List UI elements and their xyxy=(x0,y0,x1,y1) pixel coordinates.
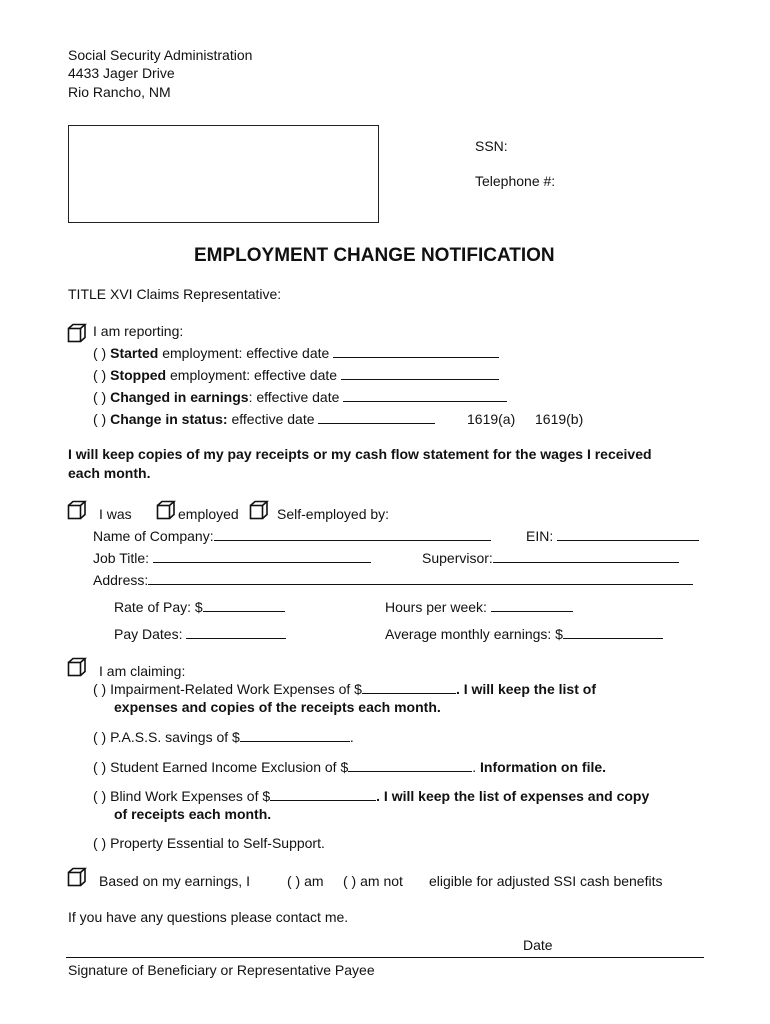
status-1619b[interactable]: 1619(b) xyxy=(535,411,584,427)
checkbox-self-employed-icon[interactable] xyxy=(249,500,269,520)
bwe-line2: of receipts each month. xyxy=(114,806,272,822)
date-label: Date xyxy=(523,937,553,953)
eligibility-intro: Based on my earnings, I xyxy=(99,873,250,889)
ein-row: EIN: xyxy=(526,528,699,545)
agency-city: Rio Rancho, NM xyxy=(68,84,171,100)
checkbox-eligibility-icon[interactable] xyxy=(67,867,87,887)
contact-line: If you have any questions please contact me. xyxy=(68,909,349,925)
eligibility-am[interactable]: ( ) am xyxy=(287,873,324,889)
bwe-amount-field[interactable] xyxy=(270,788,376,801)
agency-street: 4433 Jager Drive xyxy=(68,65,175,81)
company-row: Name of Company: xyxy=(93,528,491,545)
seie-amount-field[interactable] xyxy=(348,759,472,772)
hours-row: Hours per week: xyxy=(385,599,573,616)
checkbox-claiming-icon[interactable] xyxy=(67,657,87,677)
irwe-line2: expenses and copies of the receipts each month. xyxy=(114,699,441,715)
pay-dates-row: Pay Dates: xyxy=(114,626,286,643)
reporting-intro: I am reporting: xyxy=(93,323,184,339)
ssn-label: SSN: xyxy=(475,138,508,154)
status-1619a[interactable]: 1619(a) xyxy=(467,411,516,427)
option-irwe[interactable]: ( ) Impairment-Related Work Expenses of $ . I will keep the list of xyxy=(93,681,596,697)
option-changed[interactable]: ( ) Changed in earnings: effective date xyxy=(93,389,507,406)
pay-dates-field[interactable] xyxy=(186,626,286,639)
eligibility-am-not[interactable]: ( ) am not xyxy=(343,873,403,889)
option-pess[interactable]: ( ) Property Essential to Self-Support. xyxy=(93,835,325,851)
status-date-field[interactable] xyxy=(318,411,435,424)
rate-field[interactable] xyxy=(203,599,285,612)
option-pass[interactable]: ( ) P.A.S.S. savings of $ . xyxy=(93,729,354,745)
self-employed-label: Self-employed by: xyxy=(277,506,390,522)
ein-field[interactable] xyxy=(557,528,699,541)
page-title: EMPLOYMENT CHANGE NOTIFICATION xyxy=(194,245,555,266)
checkbox-i-was-icon[interactable] xyxy=(67,500,87,520)
job-title-field[interactable] xyxy=(153,550,371,563)
telephone-label: Telephone #: xyxy=(475,173,556,189)
rate-row: Rate of Pay: $ xyxy=(114,599,285,616)
recipient-line: TITLE XVI Claims Representative: xyxy=(68,286,282,302)
avg-earnings-field[interactable] xyxy=(563,626,663,639)
i-was-label: I was xyxy=(99,506,132,522)
changed-date-field[interactable] xyxy=(343,389,507,402)
company-field[interactable] xyxy=(214,528,491,541)
option-bwe[interactable]: ( ) Blind Work Expenses of $ . I will keep the list of expenses and copy xyxy=(93,788,650,804)
avg-earnings-row: Average monthly earnings: $ xyxy=(385,626,663,643)
option-started[interactable]: ( ) Started employment: effective date xyxy=(93,345,499,362)
address-field[interactable] xyxy=(148,572,693,585)
stopped-date-field[interactable] xyxy=(341,367,499,380)
signature-label: Signature of Beneficiary or Representative Payee xyxy=(68,962,375,978)
eligibility-rest: eligible for adjusted SSI cash benefits xyxy=(429,873,663,889)
checkbox-reporting-icon[interactable] xyxy=(67,323,87,343)
pass-amount-field[interactable] xyxy=(240,729,350,742)
agency-name: Social Security Administration xyxy=(68,47,253,63)
irwe-amount-field[interactable] xyxy=(362,681,456,694)
address-row: Address: xyxy=(93,572,693,589)
keep-copies-line2: each month. xyxy=(68,465,151,481)
keep-copies-line1: I will keep copies of my pay receipts or my cash flow statement for the wages I received xyxy=(68,446,652,462)
employed-label: employed xyxy=(178,506,239,522)
supervisor-row: Supervisor: xyxy=(422,550,679,567)
signature-line[interactable] xyxy=(66,957,704,958)
job-title-row: Job Title: xyxy=(93,550,371,567)
supervisor-field[interactable] xyxy=(493,550,679,563)
option-stopped[interactable]: ( ) Stopped employment: effective date xyxy=(93,367,499,384)
recipient-address-box[interactable] xyxy=(68,125,379,223)
checkbox-employed-icon[interactable] xyxy=(156,500,176,520)
claiming-intro: I am claiming: xyxy=(99,663,186,679)
option-seie[interactable]: ( ) Student Earned Income Exclusion of $ . Information on file. xyxy=(93,759,607,775)
hours-field[interactable] xyxy=(491,599,573,612)
started-date-field[interactable] xyxy=(333,345,499,358)
option-status[interactable]: ( ) Change in status: effective date xyxy=(93,411,435,428)
